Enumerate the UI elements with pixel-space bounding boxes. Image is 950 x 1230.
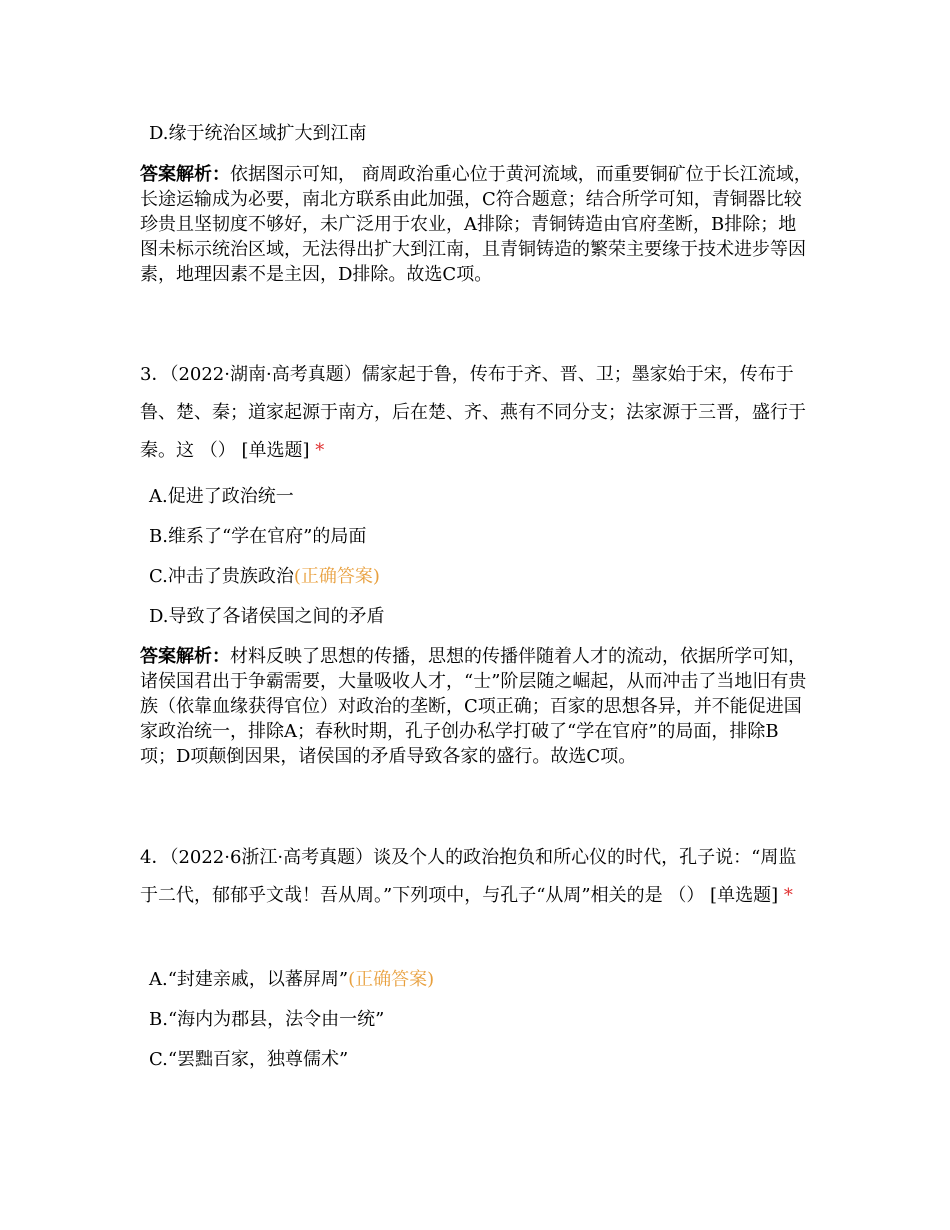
q3-option-a-text: A.促进了政治统一 <box>149 486 294 507</box>
q3-correct-answer-tag: (正确答案) <box>293 566 380 587</box>
q4-option-c[interactable] <box>149 1048 348 1072</box>
q2-analysis-label: 答案解析： <box>140 164 230 185</box>
q2-answer-analysis <box>140 162 812 287</box>
q4-required-mark: * <box>783 885 793 906</box>
q3-analysis-text: 材料反映了思想的传播，思想的传播伴随着人才的流动，依据所学可知，诸侯国君出于争霸需要，大量吸收人才，“士”阶层随之崛起，从而冲击了当地旧有贵族（依靠血缘获得官位）对政治的垄断，C项正确；百家的思想各异，并不能促进国家政治统一，排除A；春秋时期，孔子创办私学打破了“学在官府”的局面，排除B项；D项颠倒因果，诸侯国的矛盾导致各家的盛行。故选C项。 <box>140 646 807 767</box>
q3-option-d[interactable] <box>149 605 385 629</box>
q3-required-mark: * <box>315 440 325 461</box>
q4-option-a[interactable] <box>149 968 434 992</box>
q3-stem-text: 3．（2022·湖南·高考真题）儒家起于鲁，传布于齐、晋、卫；墨家始于宋，传布于鲁、楚、秦；道家起源于南方，后在楚、齐、燕有不同分支；法家源于三晋，盛行于秦。这 （） [单选题] <box>140 364 806 461</box>
q4-option-b-text: B.“海内为郡县，法令由一统” <box>149 1009 385 1030</box>
q3-option-b[interactable] <box>149 525 366 549</box>
q3-option-c-text: C.冲击了贵族政治 <box>149 566 294 587</box>
q3-option-c[interactable] <box>149 565 380 589</box>
q2-option-d[interactable] <box>149 122 367 146</box>
q4-option-a-text: A.“封建亲戚，以蕃屏周” <box>149 969 349 990</box>
q3-option-a[interactable] <box>149 485 294 509</box>
q2-option-d-text: D.缘于统治区域扩大到江南 <box>149 123 367 144</box>
q4-stem-text: 4．（2022·6浙江·高考真题）谈及个人的政治抱负和所心仪的时代，孔子说：“周监于二代，郁郁乎文哉！吾从周。”下列项中，与孔子“从周”相关的是 （） [单选题] <box>140 847 797 906</box>
q4-option-c-text: C.“罢黜百家，独尊儒术” <box>149 1049 349 1070</box>
q3-option-b-text: B.维系了“学在官府”的局面 <box>149 526 367 547</box>
q3-analysis-label: 答案解析： <box>140 646 230 667</box>
q3-stem <box>140 356 812 470</box>
q3-answer-analysis <box>140 644 812 769</box>
q4-stem <box>140 839 812 915</box>
q4-correct-answer-tag: (正确答案) <box>348 969 435 990</box>
q2-analysis-text: 依据图示可知， 商周政治重心位于黄河流域，而重要铜矿位于长江流域，长途运输成为必要，南北方联系由此加强，C符合题意；结合所学可知，青铜器比较珍贵且坚韧度不够好，未广泛用于农业，A排除；青铜铸造由官府垄断，B排除；地图未标示统治区域，无法得出扩大到江南，且青铜铸造的繁荣主要缘于技术进步等因素，地理因素不是主因，D排除。故选C项。 <box>140 164 812 285</box>
q4-option-b[interactable] <box>149 1008 384 1032</box>
q3-option-d-text: D.导致了各诸侯国之间的矛盾 <box>149 606 385 627</box>
